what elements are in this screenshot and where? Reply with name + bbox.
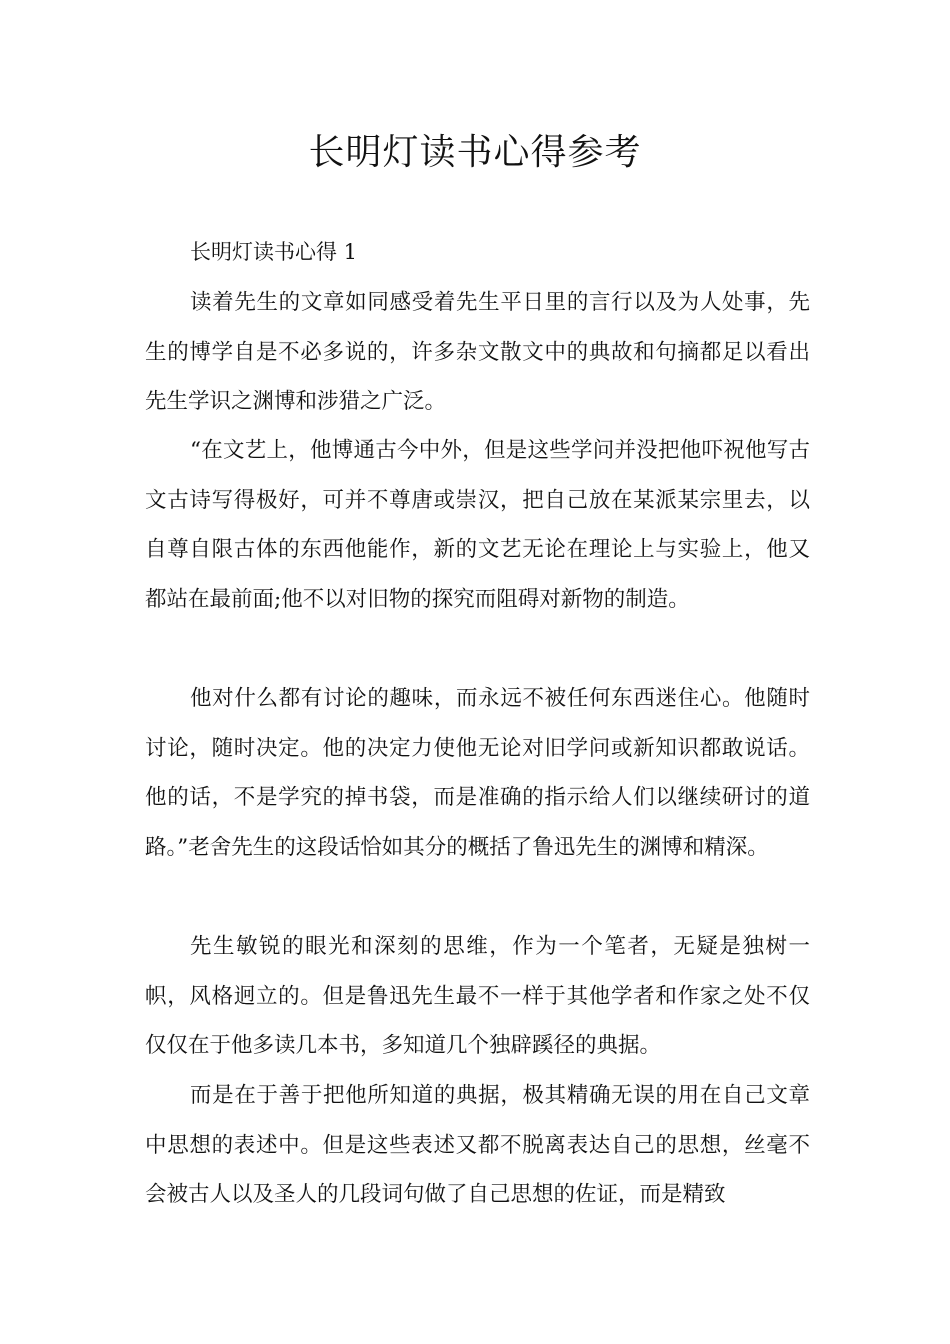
paragraph-2: “在文艺上，他博通古今中外，但是这些学问并没把他吓祝他写古文古诗写得极好，可并不尊唐或崇汉，把自己放在某派某宗里去，以自尊自限古体的东西他能作，新的文艺无论在理论上与实验上，他又都站在最前面;他不以对旧物的探究而阻碍对新物的制造。 — [145, 438, 810, 612]
paragraph-5: 而是在于善于把他所知道的典据，极其精确无误的用在自己文章中思想的表述中。但是这些表述又都不脱离表达自己的思想，丝毫不会被古人以及圣人的几段词句做了自己思想的佐证，而是精致 — [145, 1083, 810, 1207]
paragraph-1: 读着先生的文章如同感受着先生平日里的言行以及为人处事，先生的博学自是不必多说的，许多杂文散文中的典故和句摘都足以看出先生学识之渊博和涉猎之广泛。 — [145, 290, 810, 414]
document-title: 长明灯读书心得参考 — [308, 132, 642, 173]
paragraph-3: 他对什么都有讨论的趣味，而永远不被任何东西迷住心。他随时讨论，随时决定。他的决定力使他无论对旧学问或新知识都敢说话。他的话，不是学究的掉书袋，而是准确的指示给人们以继续研讨的道路。”老舍先生的这段话恰如其分的概括了鲁迅先生的渊博和精深。 — [145, 686, 810, 860]
paragraph-4: 先生敏锐的眼光和深刻的思维，作为一个笔者，无疑是独树一帜，风格迥立的。但是鲁迅先生最不一样于其他学者和作家之处不仅仅仅在于他多读几本书，多知道几个独辟蹊径的典据。 — [145, 934, 810, 1058]
section-heading: 长明灯读书心得 1 — [190, 240, 358, 264]
